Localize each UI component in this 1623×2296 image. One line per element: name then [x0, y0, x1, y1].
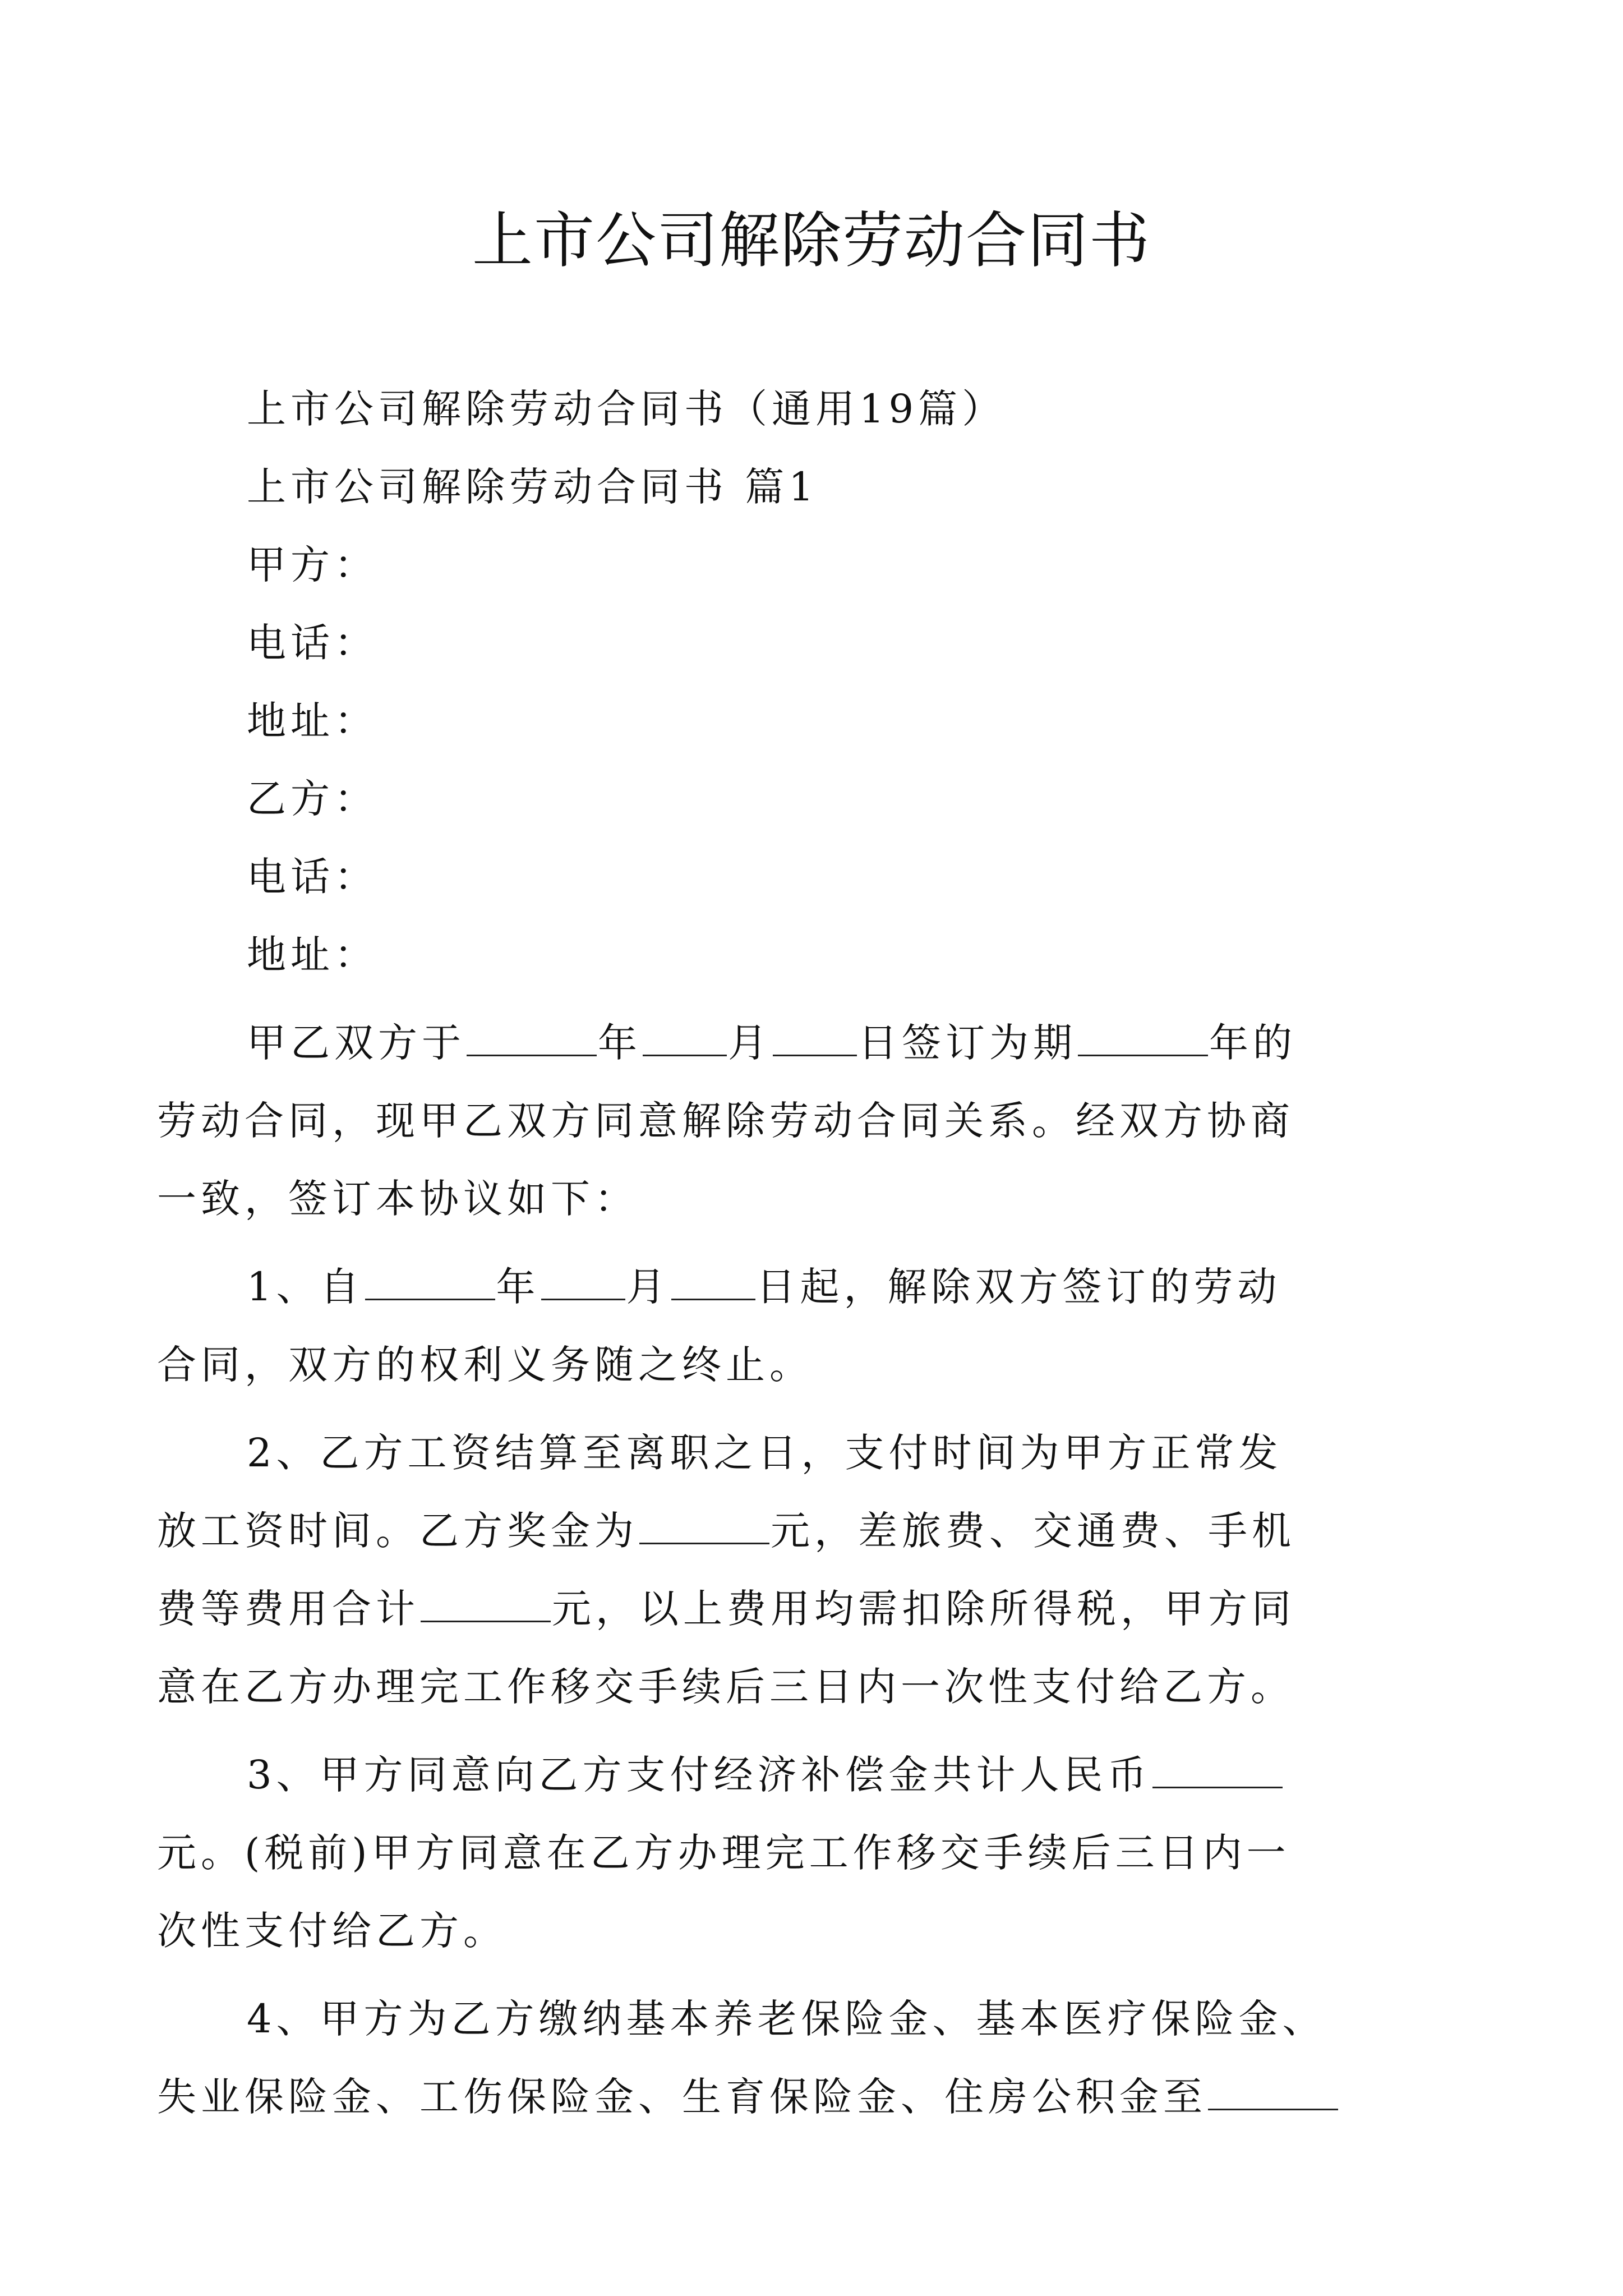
clause-3: [157, 1736, 1391, 1970]
intro-text-3: 月: [728, 1020, 772, 1066]
blank-field: [541, 1267, 625, 1300]
clause-3-line-3: 次性支付给乙方。: [157, 1908, 507, 1954]
clause-3-line-1: [157, 1736, 1391, 1814]
party-a-label: 甲方：: [247, 542, 378, 588]
party-b-address-label: 地址：: [247, 932, 378, 978]
blank-field: [643, 1023, 727, 1056]
intro-text-1: 甲乙双方于: [247, 1020, 465, 1066]
intro-text-5: 年的: [1209, 1020, 1297, 1066]
clause-4-line-1: 4、甲方为乙方缴纳基本养老保险金、基本医疗保险金、: [247, 1996, 1326, 2042]
blank-field: [421, 1589, 551, 1622]
intro-line-1: [157, 1004, 1391, 1082]
intro-paragraph: [157, 1004, 1391, 1238]
clause-1: [157, 1248, 1391, 1404]
clause-4-text-1: 失业保险金、工伤保险金、生育保险金、住房公积金至: [157, 2074, 1207, 2120]
blank-field: [365, 1267, 495, 1300]
clause-2-text-1: 放工资时间。乙方奖金为: [157, 1508, 638, 1554]
clause-2-line-4: 意在乙方办理完工作移交手续后三日内一次性支付给乙方。: [157, 1664, 1294, 1710]
blank-field: [671, 1267, 755, 1300]
clause-1-text-2: 年: [496, 1264, 540, 1310]
clause-1-line-2: 合同，双方的权利义务随之终止。: [157, 1342, 813, 1388]
clause-4-line-2: [157, 2058, 1391, 2136]
blank-field: [1078, 1023, 1208, 1056]
clause-2-line-2: [157, 1492, 1391, 1570]
section-heading: 上市公司解除劳动合同书 篇1: [247, 464, 818, 510]
clause-1-line-1: [157, 1248, 1391, 1326]
document-body: [157, 370, 1391, 2136]
intro-line-3: 一致，签订本协议如下：: [157, 1176, 638, 1222]
clause-2-line-1: 2、乙方工资结算至离职之日，支付时间为甲方正常发: [247, 1430, 1283, 1476]
party-a-phone-label: 电话：: [247, 620, 378, 666]
party-b-label: 乙方：: [247, 776, 378, 822]
blank-field: [467, 1023, 597, 1056]
clause-1-text-4: 日起，解除双方签订的劳动: [756, 1264, 1281, 1310]
clause-2-text-3: 费等费用合计: [157, 1586, 419, 1632]
clause-1-text-1: 1、自: [247, 1264, 364, 1310]
clause-2-text-4: 元，以上费用均需扣除所得税，甲方同: [552, 1586, 1295, 1632]
intro-text-4: 日签订为期: [858, 1020, 1077, 1066]
party-b-phone-label: 电话：: [247, 854, 378, 900]
subtitle: 上市公司解除劳动合同书（通用19篇）: [247, 386, 1006, 432]
blank-field: [639, 1511, 769, 1544]
clause-4: [157, 1980, 1391, 2136]
clause-2: [157, 1414, 1391, 1726]
clause-3-line-2: 元。(税前)甲方同意在乙方办理完工作移交手续后三日内一: [157, 1830, 1290, 1876]
intro-line-2: 劳动合同，现甲乙双方同意解除劳动合同关系。经双方协商: [157, 1098, 1294, 1144]
blank-field: [1152, 1755, 1283, 1788]
clause-1-text-3: 月: [626, 1264, 670, 1310]
party-a-address-label: 地址：: [247, 698, 378, 744]
document-title: 上市公司解除劳动合同书: [472, 206, 1151, 276]
intro-text-2: 年: [598, 1020, 642, 1066]
blank-field: [1208, 2077, 1338, 2110]
clause-2-line-3: [157, 1570, 1391, 1648]
blank-field: [773, 1023, 857, 1056]
clause-3-text-1: 3、甲方同意向乙方支付经济补偿金共计人民币: [247, 1752, 1151, 1798]
clause-2-text-2: 元，差旅费、交通费、手机: [771, 1508, 1295, 1554]
